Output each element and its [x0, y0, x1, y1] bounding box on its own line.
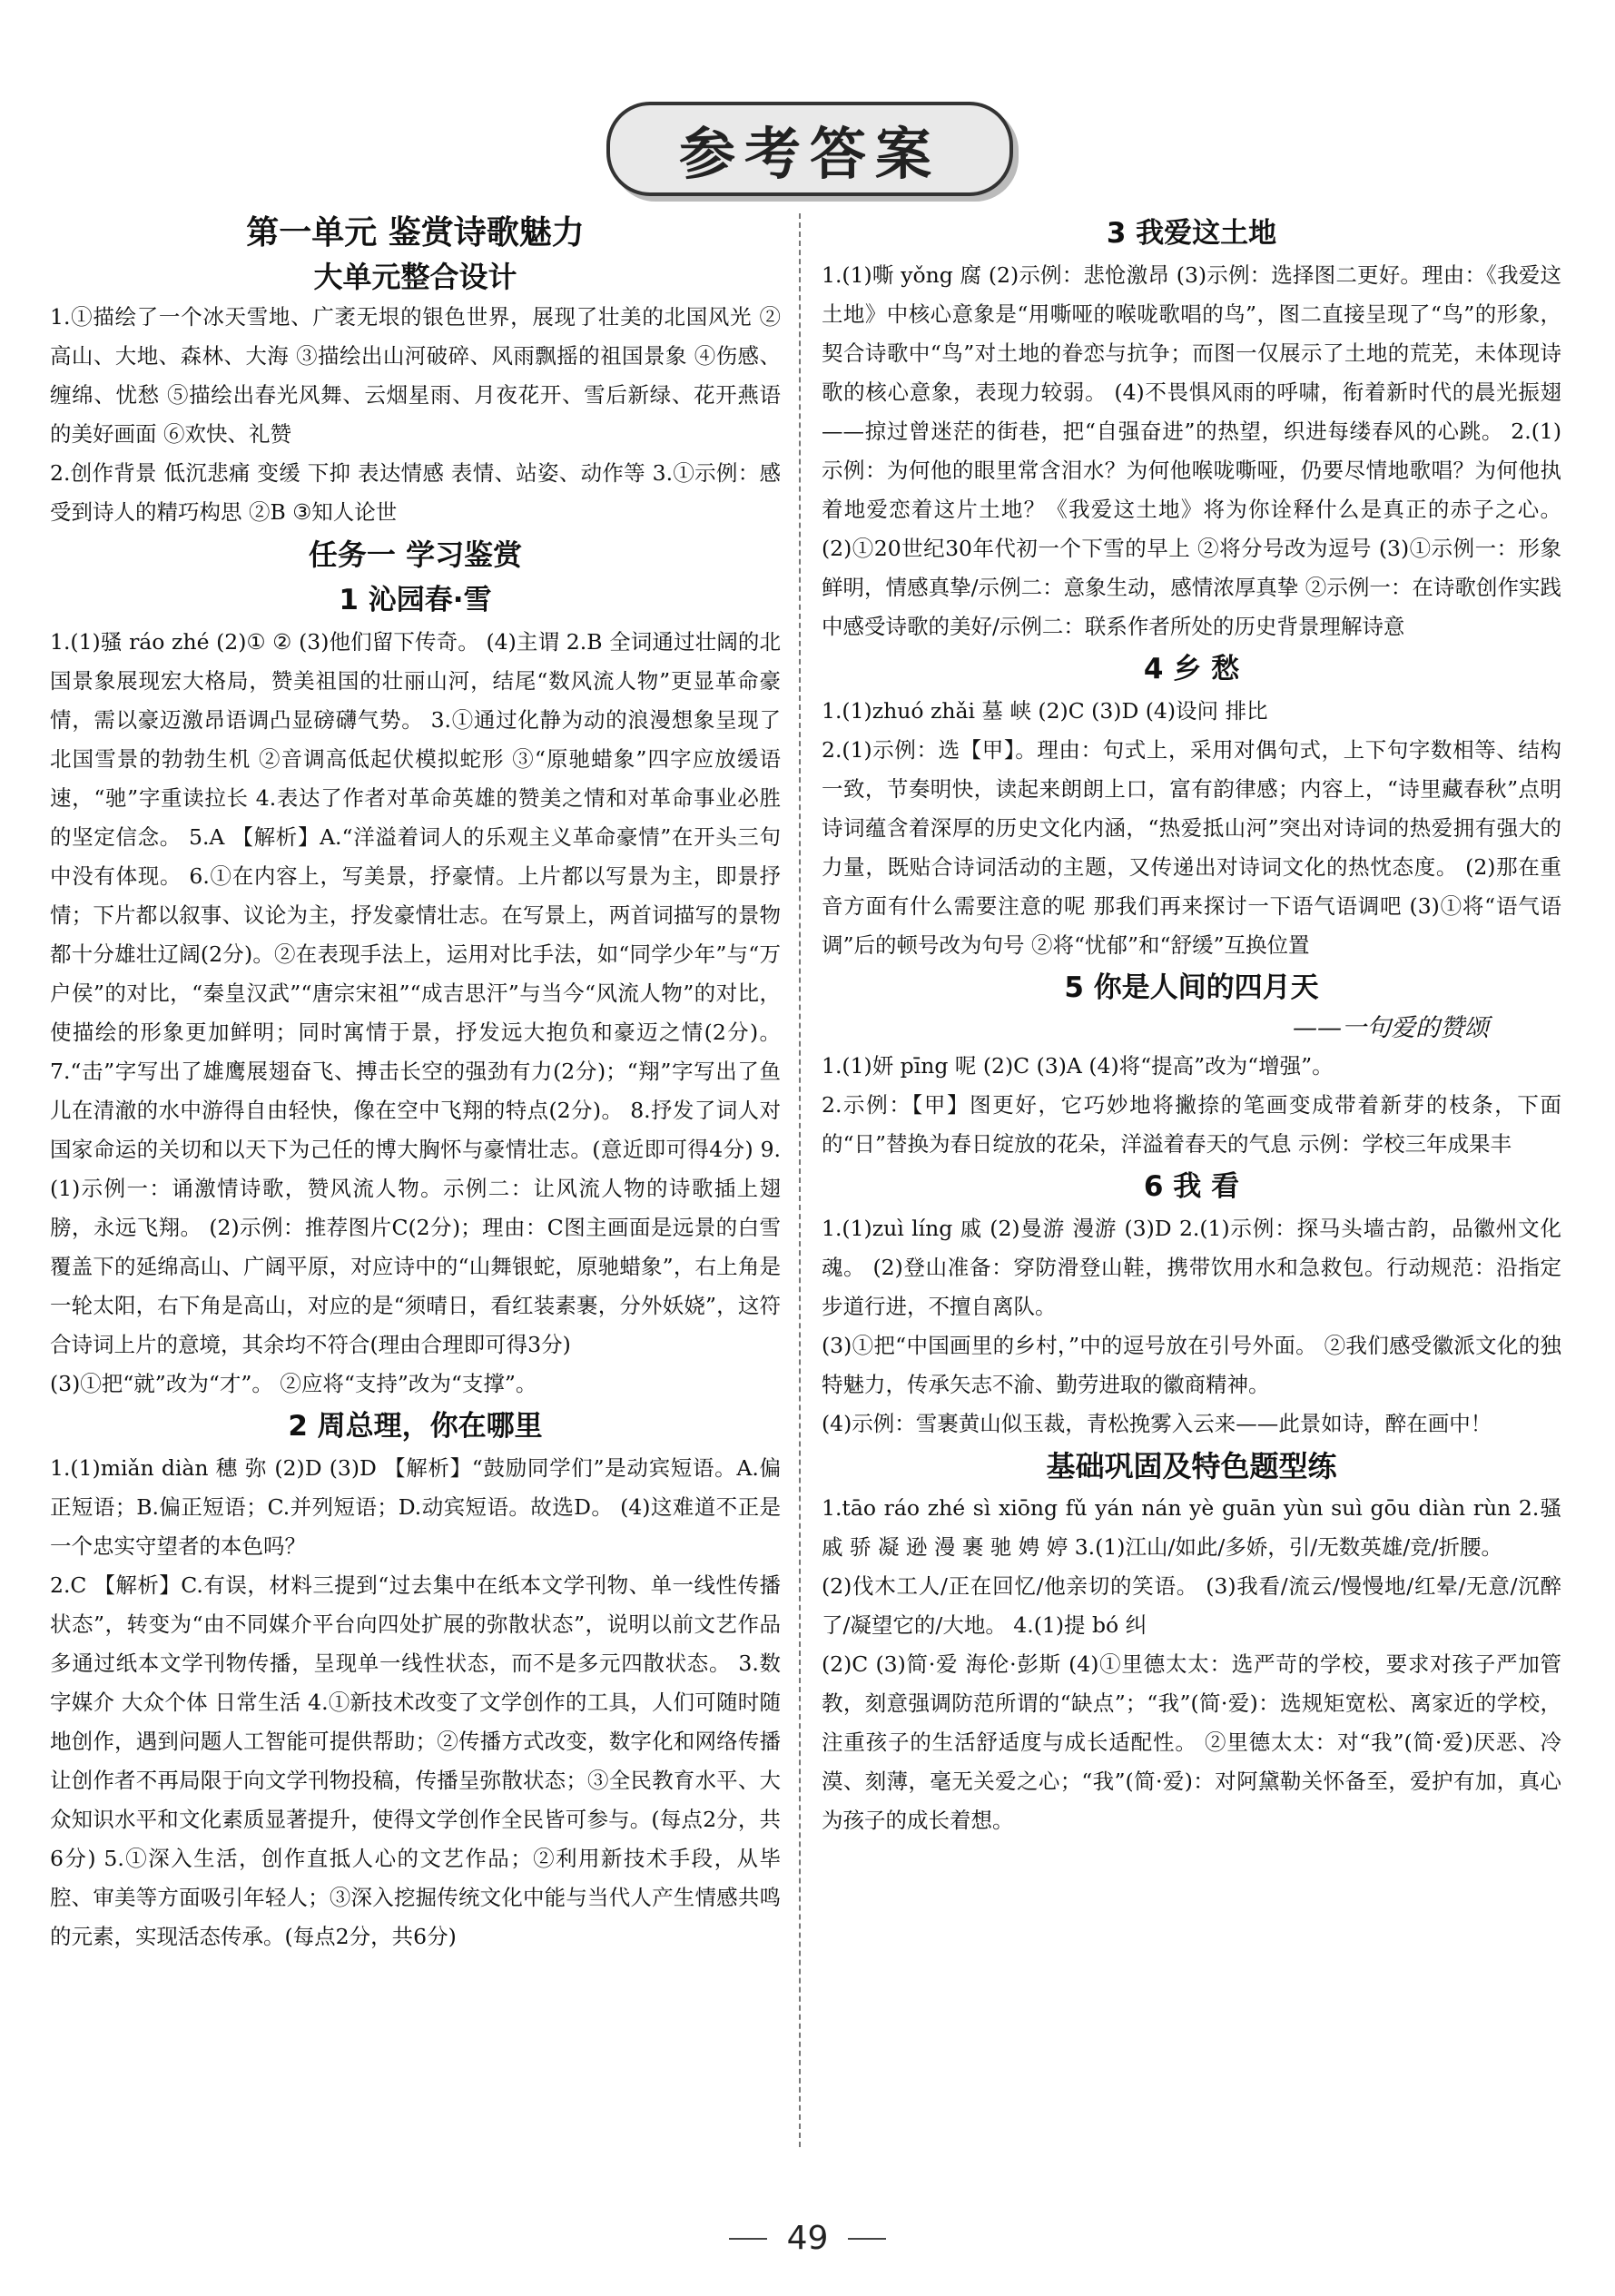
page-footer: [0, 2220, 1615, 2257]
left-column: [50, 211, 781, 1956]
column-divider: [799, 213, 801, 2147]
section-heading-integration: 大单元整合设计: [313, 260, 517, 294]
right-column: [822, 211, 1561, 1840]
answer-paragraph: 1.(1)骚 ráo zhé (2)① ② (3)他们留下传奇。 (4)主谓 2.B 全词通过壮阔的北国景象展现宏大格局，赞美祖国的壮丽山河，结尾“数风流人物”更显革命豪情，需以豪迈激昂语调凸显磅礴气势。 3.①通过化静为动的浪漫想象呈现了北国雪景的勃勃生机 ②音调高低起伏模拟蛇形 ③“原驰蜡象”四字应放缓语速，“驰”字重读拉长 4.表达了作者对革命英雄的赞美之情和对革命事业必胜的坚定信念。 5.A 【解析】A.“洋溢着词人的乐观主义革命豪情”在开头三句中没有体现。 6.①在内容上，写美景，抒豪情。上片都以写景为主，即景抒情；下片都以叙事、议论为主，抒发豪情壮志。在写景上，两首词描写的景物都十分雄壮辽阔(2分)。②在表现手法上，运用对比手法，如“同学少年”与“万户侯”的对比，“秦皇汉武”“唐宗宋祖”“成吉思汗”与当今“风流人物”的对比，使描绘的形象更加鲜明；同时寓情于景，抒发远大抱负和豪迈之情(2分)。 7.“击”字写出了雄鹰展翅奋飞、搏击长空的强劲有力(2分)；“翔”字写出了鱼儿在清澈的水中游得自由轻快，像在空中飞翔的特点(2分)。 8.抒发了词人对国家命运的关切和以天下为己任的博大胸怀与豪情壮志。(意近即可得4分) 9.(1)示例一：诵激情诗歌，赞风流人物。示例二：让风流人物的诗歌插上翅膀，永远飞翔。 (2)示例：推荐图片C(2分)；理由：C图主画面是远景的白雪覆盖下的延绵高山、广阔平原，对应诗中的“山舞银蛇，原驰蜡象”，右上角是一轮太阳，右下角是高山，对应的是“须晴日，看红装素裹，分外妖娆”，这符合诗词上片的意境，其余均不符合(理由合理即可得3分): [50, 629, 781, 1357]
answer-paragraph: 1.tāo ráo zhé sì xiōng fǔ yán nán yè guān yùn suì gōu diàn rùn 2.骚 戚 骄 凝 逊 漫 裹 驰 娉 婷 3.(1)江山/如此/多娇，引/无数英雄/竞/折腰。: [822, 1495, 1561, 1560]
section-heading-basics: 基础巩固及特色题型练: [1046, 1449, 1337, 1483]
answer-paragraph: 2.C 【解析】C.有误，材料三提到“过去集中在纸本文学刊物、单一线性传播状态”，转变为“由不同媒介平台向四处扩展的弥散状态”，说明以前文艺作品多通过纸本文学刊物传播，呈现单一线性状态，而不是多元四散状态。 3.数字媒介 大众个体 日常生活 4.①新技术改变了文学创作的工具，人们可随时随地创作，遇到问题人工智能可提供帮助；②传播方式改变，数字化和网络传播让创作者不再局限于向文学刊物投稿，传播呈弥散状态；③全民教育水平、大众知识水平和文化素质显著提升，使得文学创作全民皆可参与。(每点2分，共6分) 5.①深入生活，创作直抵人心的文艺作品；②利用新技术手段，从毕腔、审美等方面吸引年轻人；③深入挖掘传统文化中能与当代人产生情感共鸣的元素，实现活态传承。(每点2分，共6分): [50, 1572, 781, 1949]
unit-heading: 第一单元 鉴赏诗歌魅力: [246, 214, 585, 251]
lesson-subtitle-5: ——一句爱的赞颂: [1293, 1014, 1489, 1042]
answer-paragraph: 1.(1)zhuó zhǎi 墓 峡 (2)C (3)D (4)设问 排比: [822, 698, 1268, 724]
answer-paragraph: (3)①把“就”改为“才”。 ②应将“支持”改为“支撑”。: [50, 1371, 537, 1396]
answers-banner: [606, 102, 1013, 196]
answer-paragraph: 1.(1)妍 pīng 呢 (2)C (3)A (4)将“提高”改为“增强”。: [822, 1053, 1334, 1079]
answer-paragraph: 2.创作背景 低沉悲痛 变缓 下抑 表达情感 表情、站姿、动作等 3.①示例：感受到诗人的精巧构思 ②B ③知人论世: [50, 460, 781, 525]
answer-paragraph: 1.①描绘了一个冰天雪地、广袤无垠的银色世界，展现了壮美的北国风光 ②高山、大地、森林、大海 ③描绘出山河破碎、风雨飘摇的祖国景象 ④伤感、缠绵、忧愁 ⑤描绘出春光风舞、云烟星雨、月夜花开、雪后新绿、花开燕语的美好画面 ⑥欢快、礼赞: [50, 304, 781, 447]
footer-dash-left: [729, 2238, 767, 2240]
answer-paragraph: 2.示例：【甲】图更好，它巧妙地将撇捺的笔画变成带着新芽的枝条，下面的“日”替换为春日绽放的花朵，洋溢着春天的气息 示例：学校三年成果丰: [822, 1092, 1561, 1157]
answer-paragraph: 1.(1)miǎn diàn 穗 弥 (2)D (3)D 【解析】“鼓励同学们”是动宾短语。A.偏正短语；B.偏正短语；C.并列短语；D.动宾短语。故选D。 (4)这难道不正是一个忠实守望者的本色吗？: [50, 1455, 781, 1559]
lesson-title-3: 3 我爱这土地: [1106, 217, 1277, 250]
banner-title: 参考答案: [678, 120, 940, 187]
answer-paragraph: 2.(1)示例：选【甲】。理由：句式上，采用对偶句式，上下句字数相等、结构一致，节奏明快，读起来朗朗上口，富有韵律感；内容上，“诗里藏春秋”点明诗词蕴含着深厚的历史文化内涵，“热爱抵山河”突出对诗词的热爱拥有强大的力量，既贴合诗词活动的主题，又传递出对诗词文化的热忱态度。 (2)那在重音方面有什么需要注意的呢 那我们再来探讨一下语气语调吧 (3)①将“语气语调”后的顿号改为句号 ②将“忧郁”和“舒缓”互换位置: [822, 737, 1561, 958]
lesson-title-2: 2 周总理，你在哪里: [288, 1410, 543, 1443]
lesson-title-6: 6 我 看: [1143, 1170, 1240, 1203]
answer-paragraph: 1.(1)嘶 yǒng 腐 (2)示例：悲怆激昂 (3)示例：选择图二更好。理由：《我爱这土地》中核心意象是“用嘶哑的喉咙歌唱的鸟”，图二直接呈现了“鸟”的形象，契合诗歌中“鸟”对土地的眷恋与抗争；而图一仅展示了土地的荒芜，未体现诗歌的核心意象，表现力较弱。 (4)不畏惧风雨的呼啸，衔着新时代的晨光振翅——掠过曾迷茫的街巷，把“自强奋进”的热望，织进每缕春风的心跳。 2.(1)示例：为何他的眼里常含泪水？为何他喉咙嘶哑，仍要尽情地歌唱？为何他执着地爱恋着这片土地？《我爱这土地》将为你诠释什么是真正的赤子之心。 (2)①20世纪30年代初一个下雪的早上 ②将分号改为逗号 (3)①示例一：形象鲜明，情感真挚/示例二：意象生动，感情浓厚真挚 ②示例一：在诗歌创作实践中感受诗歌的美好/示例二：联系作者所处的历史背景理解诗意: [822, 262, 1561, 639]
footer-dash-right: [848, 2238, 886, 2240]
lesson-title-5: 5 你是人间的四月天: [1064, 971, 1319, 1004]
answer-paragraph: (3)①把“中国画里的乡村，”中的逗号放在引号外面。 ②我们感受徽派文化的独特魅力，传承矢志不渝、勤劳进取的徽商精神。: [822, 1333, 1561, 1397]
answer-paragraph: (4)示例：雪裹黄山似玉裁，青松挽雾入云来——此景如诗，醉在画中！: [822, 1411, 1492, 1436]
answer-paragraph: 1.(1)zuì líng 戚 (2)曼游 漫游 (3)D 2.(1)示例：探马头墙古韵，品徽州文化魂。 (2)登山准备：穿防滑登山鞋，携带饮用水和急救包。行动规范：沿指定步道行进，不擅自离队。: [822, 1216, 1561, 1319]
answer-paragraph: (2)伐木工人/正在回忆/他亲切的笑语。 (3)我看/流云/慢慢地/红晕/无意/沉醉了/凝望它的/大地。 4.(1)提 bó 纠: [822, 1573, 1561, 1638]
lesson-title-4: 4 乡 愁: [1143, 653, 1240, 685]
answer-paragraph: (2)C (3)简·爱 海伦·彭斯 (4)①里德太太：选严苛的学校，要求对孩子严加管教，刻意强调防范所谓的“缺点”；“我”(简·爱)：选规矩宽松、离家近的学校，注重孩子的生活舒适度与成长适配性。 ②里德太太：对“我”(简·爱)厌恶、冷漠、刻薄，毫无关爱之心；“我”(简·爱)：对阿黛勒关怀备至，爱护有加，真心为孩子的成长着想。: [822, 1651, 1561, 1833]
page-number: 49: [786, 2220, 829, 2257]
task-heading: 任务一 学习鉴赏: [308, 537, 523, 572]
lesson-title-1: 1 沁园春·雪: [339, 584, 492, 616]
